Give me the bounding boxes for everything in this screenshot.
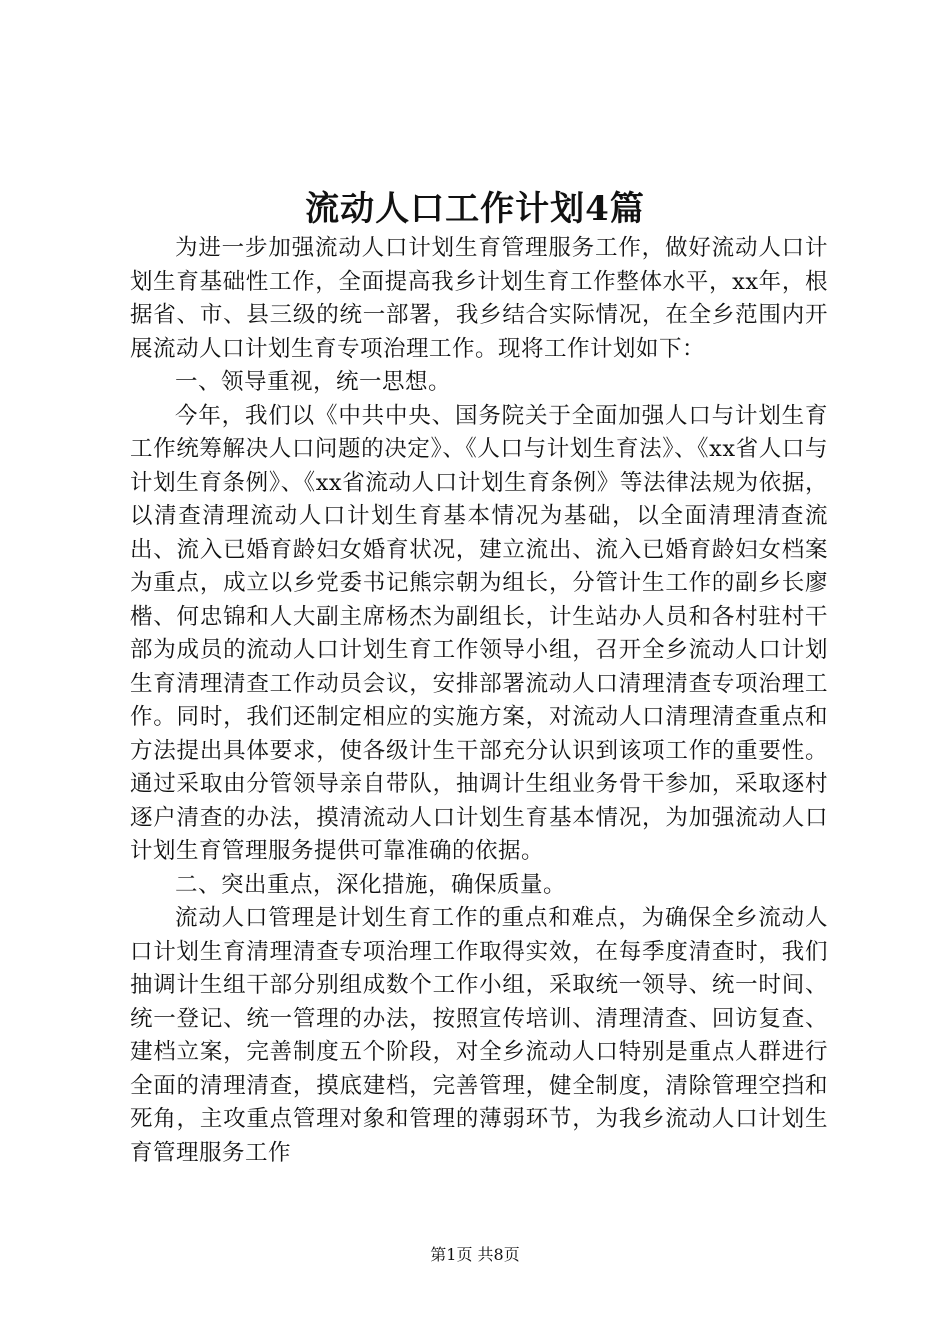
section-heading-1: 一、领导重视，统一思想。 — [175, 369, 452, 395]
section-heading-2: 二、突出重点，深化措施，确保质量。 — [175, 871, 567, 898]
paragraph-intro: 为进一步加强流动人口计划生育管理服务工作，做好流动人口计划生育基础性工作，全面提高我乡计划生育工作整体水平，xx年，根据省、市、县三级的统一部署，我乡结合实际情况，在全乡范围内开展流动人口计划生育专项治理工作。现将工作计划如下： — [130, 235, 828, 362]
document-body — [130, 232, 828, 1170]
page-number-footer: 第1页 共8页 — [430, 1245, 520, 1264]
document-title: 流动人口工作计划4篇 — [305, 189, 645, 229]
paragraph-section-1: 今年，我们以《中共中央、国务院关于全面加强人口与计划生育工作统筹解决人口问题的决定》、《人口与计划生育法》、《xx省人口与计划生育条例》、《xx省流动人口计划生育条例》等法律法规为依据，以清查清理流动人口计划生育基本情况为基础，以全面清理清查流出、流入已婚育龄妇女婚育状况，建立流出、流入已婚育龄妇女档案为重点，成立以乡党委书记熊宗朝为组长，分管计生工作的副乡长廖楷、何忠锦和人大副主席杨杰为副组长，计生站办人员和各村驻村干部为成员的流动人口计划生育工作领导小组，召开全乡流动人口计划生育清理清查工作动员会议，安排部署流动人口清理清查专项治理工作。同时，我们还制定相应的实施方案，对流动人口清理清查重点和方法提出具体要求，使各级计生干部充分认识到该项工作的重要性。通过采取由分管领导亲自带队，抽调计生组业务骨干参加，采取逐村逐户清查的办法，摸清流动人口计划生育基本情况，为加强流动人口计划生育管理服务提供可靠准确的依据。 — [130, 402, 828, 864]
paragraph-section-2: 流动人口管理是计划生育工作的重点和难点，为确保全乡流动人口计划生育清理清查专项治理工作取得实效，在每季度清查时，我们抽调计生组干部分别组成数个工作小组，采取统一领导、统一时间、统一登记、统一管理的办法，按照宣传培训、清理清查、回访复查、建档立案，完善制度五个阶段，对全乡流动人口特别是重点人群进行全面的清理清查，摸底建档，完善管理，健全制度，清除管理空挡和死角，主攻重点管理对象和管理的薄弱环节，为我乡流动人口计划生育管理服务工作 — [130, 905, 828, 1166]
